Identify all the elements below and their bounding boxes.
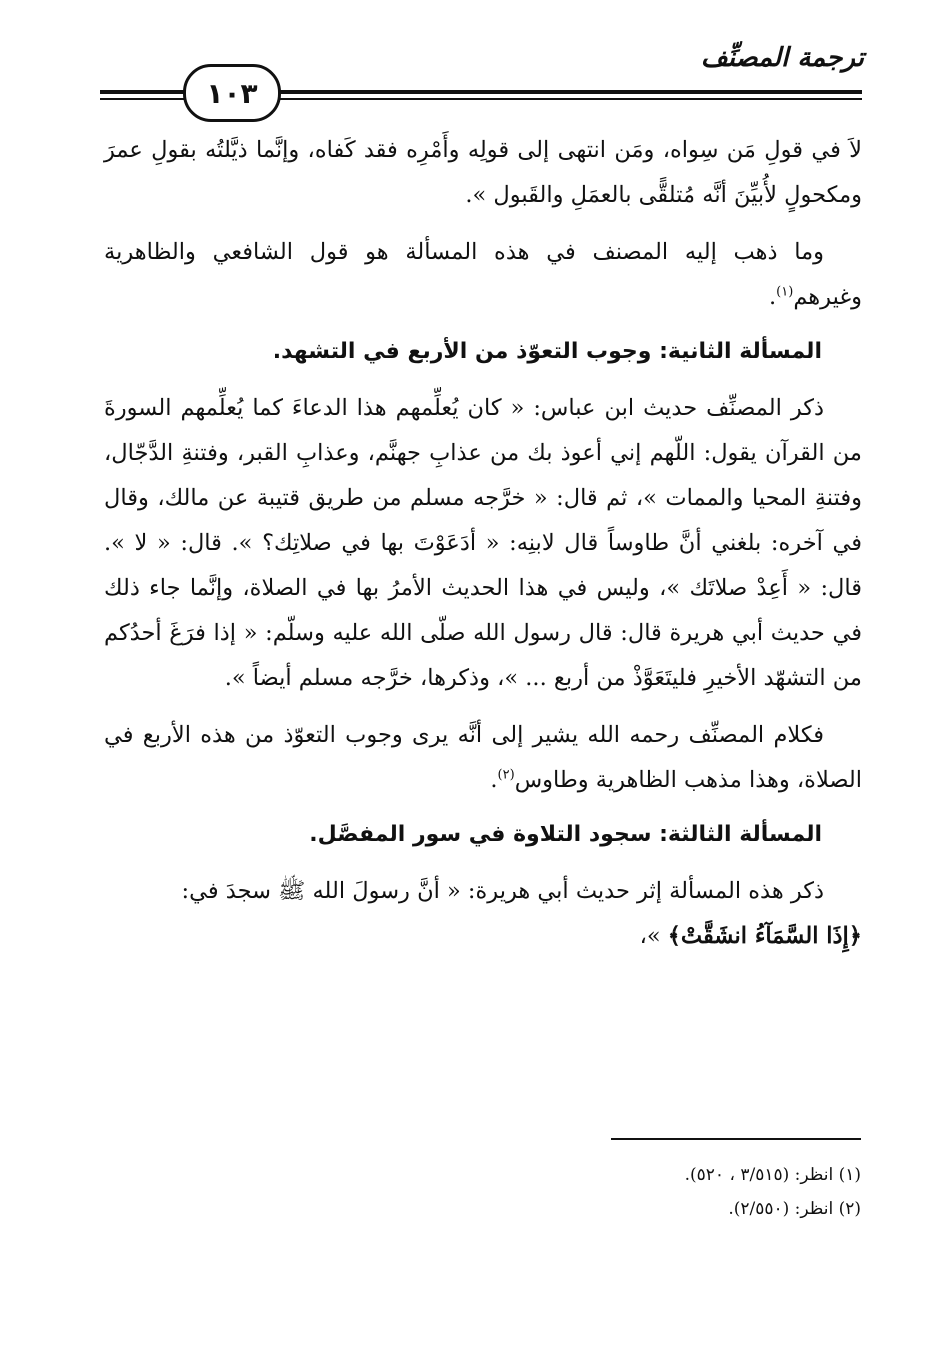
running-title: ترجمة المصنِّف xyxy=(700,43,864,73)
footnote-separator xyxy=(611,1138,861,1140)
paragraph-4: فكلام المصنِّف رحمه الله يشير إلى أنَّه يرى وجوب التعوّذ من هذه الأربع في الصلاة، وهذا مذهب الظاهرية وطاوس$^{(٢)}$. xyxy=(104,722,862,793)
footnote-ref: (١) xyxy=(776,284,794,300)
paragraph-3: ذكر المصنِّف حديث ابن عباس: « كان يُعلِّمهم هذا الدعاءَ كما يُعلِّمهم السورةَ من القرآن يقول: اللّهم إني أعوذ بك من عذابِ جهنَّم، وعذابِ القبر، وفتنةِ الدَّجّال، وفتنةِ المحيا والممات »، ثم قال: « خرَّجه مسلم من طريق قتيبة عن مالك، وقال في آخره: بلغني أنَّ طاوساً قال لابنِه: « أدَعَوْتَ بها في صلاتِك؟ ». قال: « لا ». قال: « أَعِدْ صلاتَك »، وليس في هذا الحديث الأمرُ بها في الصلاة، وإنَّما جاء ذلك في حديث أبي هريرة قال: قال رسول الله صلّى الله عليه وسلّم: « إذا فرَغَ أحدُكم من التشهّد الأخيرِ فليتَعَوَّذْ من أربع ... »، وذكرها، خرَّجه مسلم أيضاً ». xyxy=(104,395,862,691)
paragraph-5: ذكر هذه المسألة إثر حديث أبي هريرة: « أنَّ رسولَ الله ﷺ سجدَ في: ﴿إِذَا السَّمَآءُ انشَقَّتْ﴾ »، xyxy=(181,878,862,949)
main-text xyxy=(104,128,862,971)
footnote-2: (٢) انظر: (٢/٥٥٠). xyxy=(728,1199,861,1219)
section-heading-2: المسألة الثانية: وجوب التعوّذ من الأربع في التشهد. xyxy=(272,339,822,364)
footnotes xyxy=(361,1158,861,1226)
page-number: ١٠٣ xyxy=(183,64,281,122)
paragraph-1: لاَ في قولِ مَن سِواه، ومَن انتهى إلى قولِه وأَمْرِه فقد كَفاه، وإنَّما ذيَّلتُه بقولِ عمرَ ومكحولٍ لأُبيِّنَ أنَّه مُتلقًّى بالعمَلِ والقَبول ». xyxy=(104,137,862,208)
footnote-ref: (٢) xyxy=(497,767,515,783)
quran-verse: ﴿إِذَا السَّمَآءُ انشَقَّتْ﴾ xyxy=(667,923,862,949)
section-heading-3: المسألة الثالثة: سجود التلاوة في سور المفصَّل. xyxy=(309,822,822,847)
paragraph-2: وما ذهب إليه المصنف في هذه المسألة هو قول الشافعي والظاهرية وغيرهم$^{(١)}$. xyxy=(104,239,862,310)
footnote-1: (١) انظر: (٣/٥١٥ ، ٥٢٠). xyxy=(684,1165,861,1185)
